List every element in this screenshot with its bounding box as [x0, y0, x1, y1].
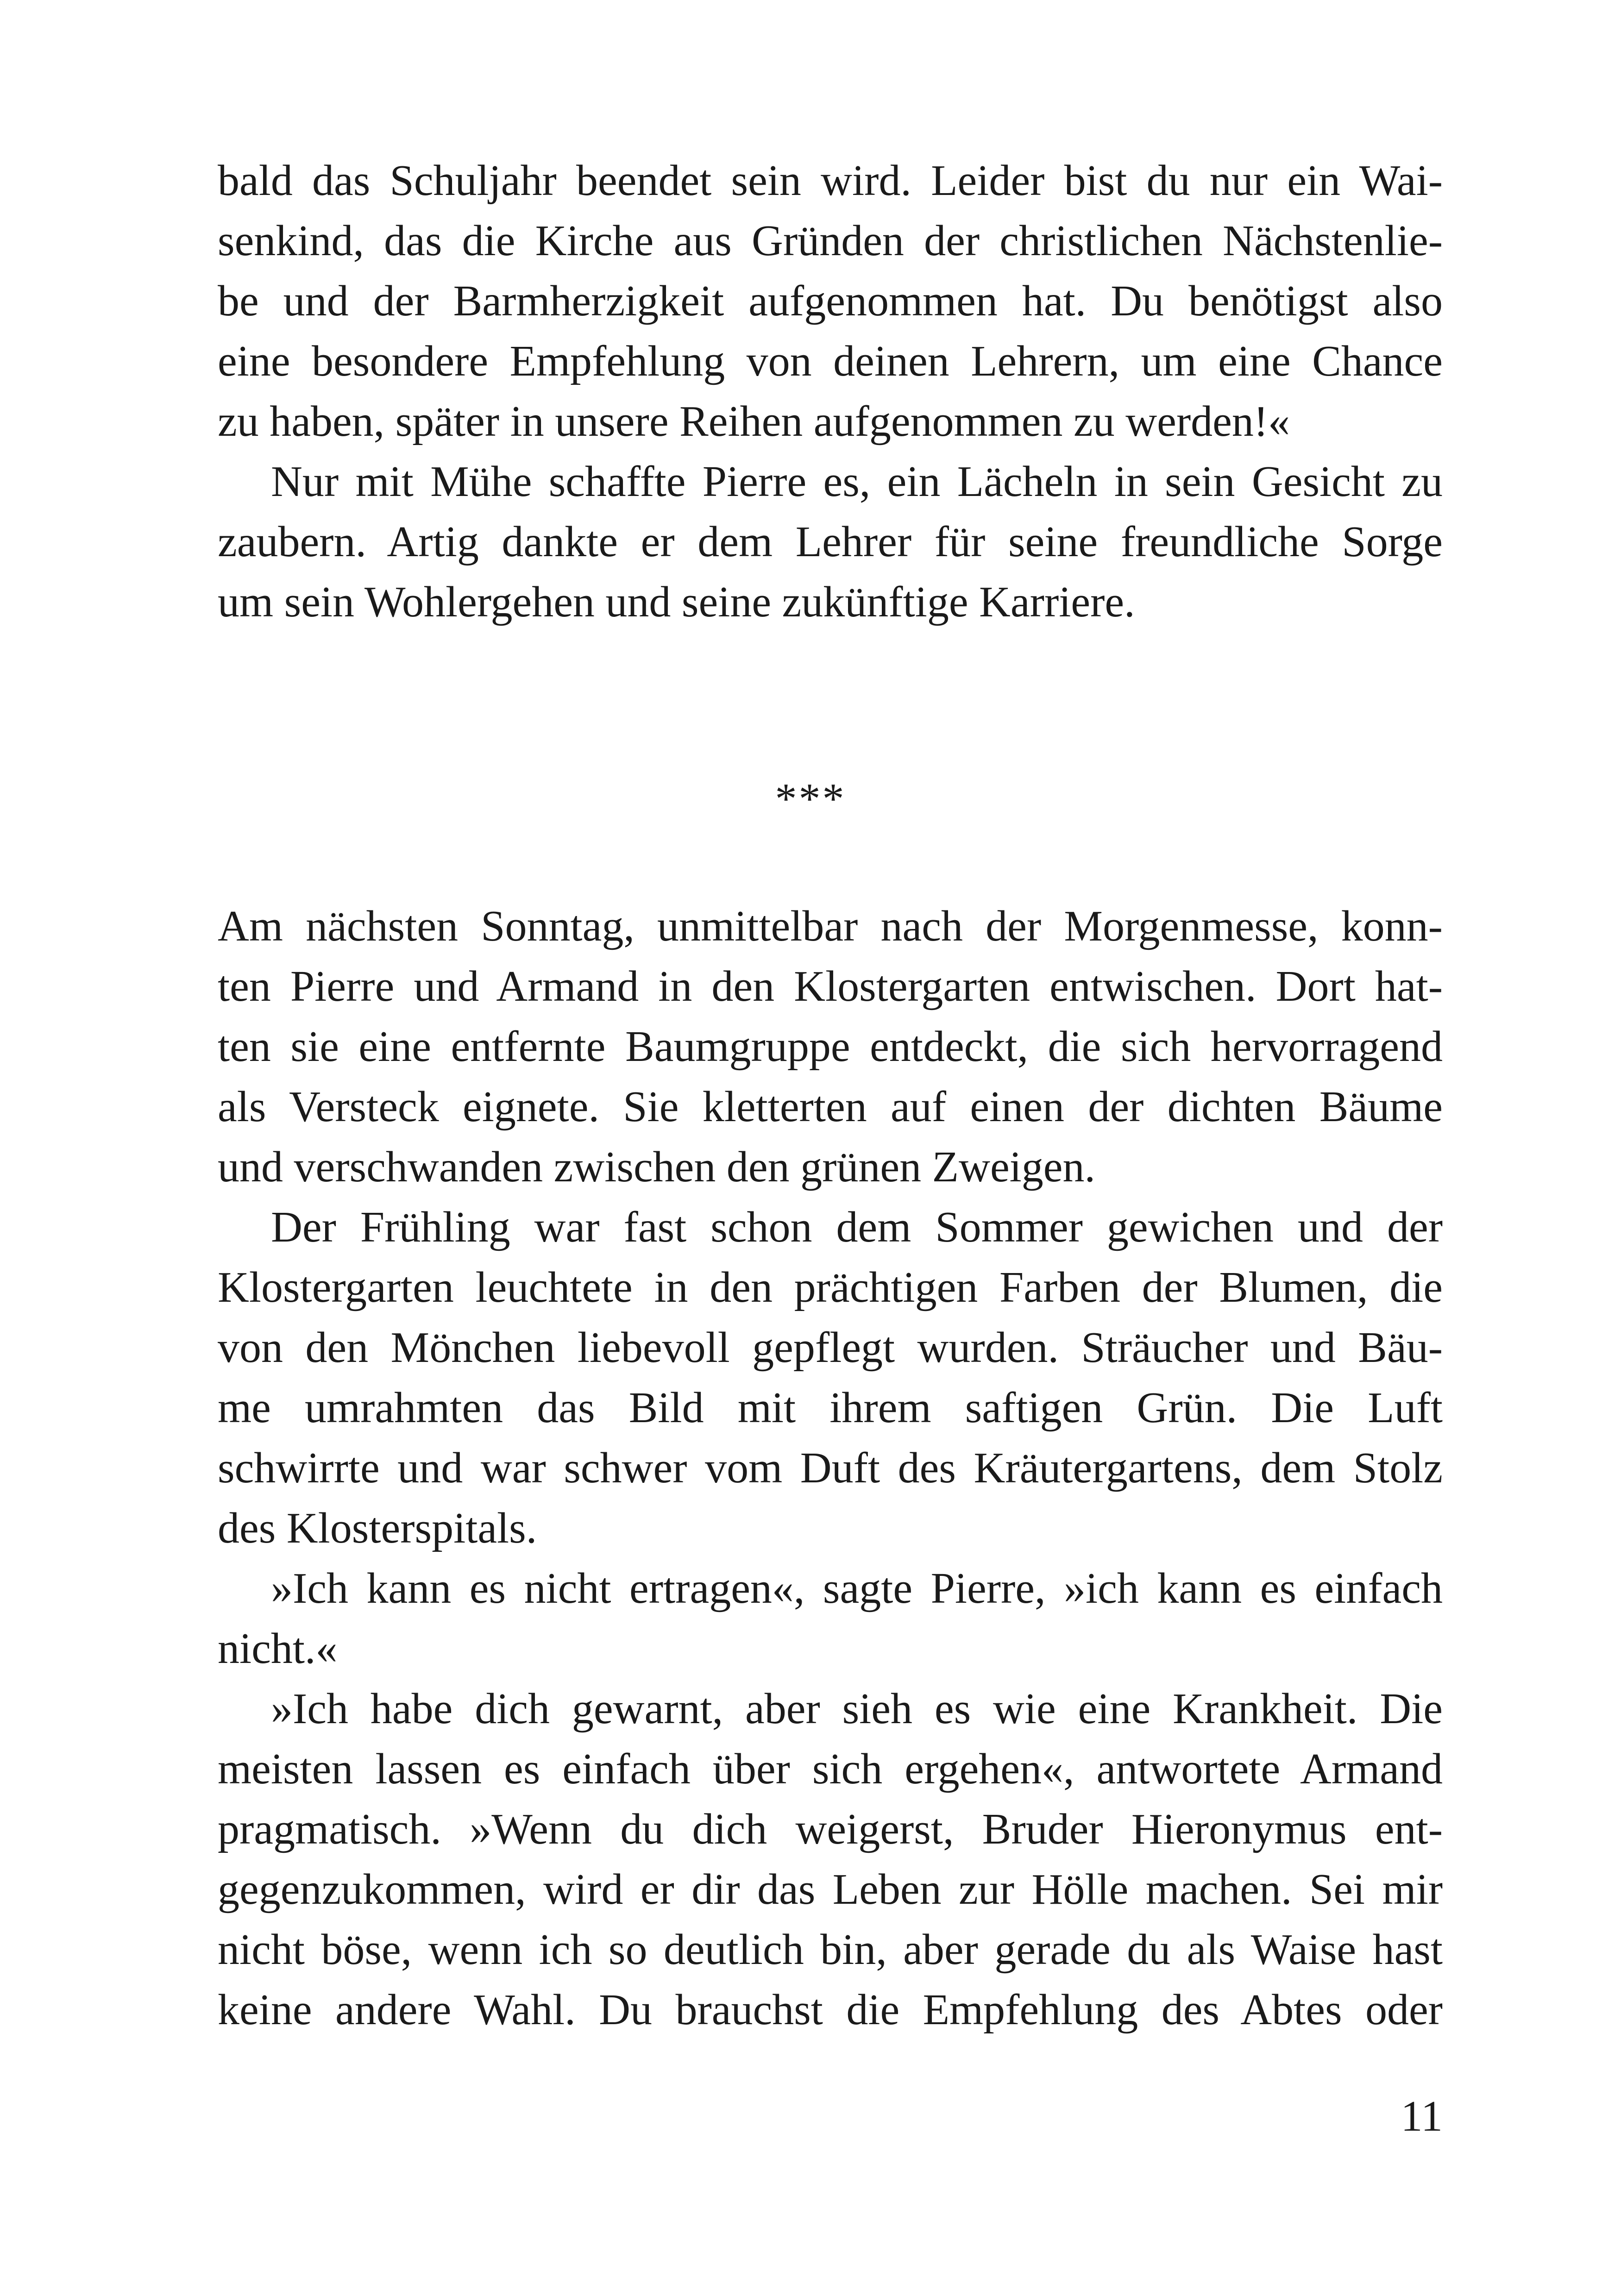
text-line: Klostergarten leuchtete in den prächtigen Farben der Blumen, die [218, 1263, 1443, 1311]
text-line: von den Mönchen liebevoll gepflegt wurden. Sträucher und Bäu- [218, 1324, 1443, 1372]
text-line: ten Pierre und Armand in den Klostergarten entwischen. Dort hat- [218, 962, 1443, 1010]
text-line: be und der Barmherzigkeit aufgenommen hat. Du benötigst also [218, 277, 1443, 325]
section-separator: *** [775, 775, 846, 823]
text-line: zaubern. Artig dankte er dem Lehrer für seine freundliche Sorge [218, 518, 1443, 566]
text-line: »Ich habe dich gewarnt, aber sieh es wie eine Krankheit. Die [271, 1685, 1443, 1733]
text-line: meisten lassen es einfach über sich ergehen«, antwortete Armand [218, 1745, 1443, 1793]
text-line: »Ich kann es nicht ertragen«, sagte Pierre, »ich kann es einfach [271, 1564, 1443, 1612]
text-line: Am nächsten Sonntag, unmittelbar nach der Morgenmesse, konn- [218, 902, 1443, 950]
text-line: Nur mit Mühe schaffte Pierre es, ein Lächeln in sein Gesicht zu [271, 458, 1443, 506]
text-line: zu haben, später in unsere Reihen aufgenommen zu werden!« [218, 397, 1290, 445]
text-line: als Versteck eignete. Sie kletterten auf einen der dichten Bäume [218, 1083, 1443, 1131]
text-line: schwirrte und war schwer vom Duft des Kräutergartens, dem Stolz [218, 1444, 1443, 1492]
page-number: 11 [1401, 2092, 1443, 2140]
text-line: bald das Schuljahr beendet sein wird. Leider bist du nur ein Wai- [218, 157, 1443, 205]
text-line: me umrahmten das Bild mit ihrem saftigen Grün. Die Luft [218, 1384, 1443, 1432]
text-line: ten sie eine entfernte Baumgruppe entdeckt, die sich hervorragend [218, 1023, 1443, 1071]
text-line: pragmatisch. »Wenn du dich weigerst, Bruder Hieronymus ent- [218, 1805, 1443, 1853]
text-line: Der Frühling war fast schon dem Sommer gewichen und der [271, 1203, 1443, 1251]
text-line: nicht böse, wenn ich so deutlich bin, aber gerade du als Waise hast [218, 1926, 1443, 1974]
text-line: eine besondere Empfehlung von deinen Lehrern, um eine Chance [218, 337, 1443, 385]
text-line: keine andere Wahl. Du brauchst die Empfehlung des Abtes oder [218, 1986, 1443, 2034]
text-line: senkind, das die Kirche aus Gründen der christlichen Nächstenlie- [218, 217, 1443, 265]
text-line: um sein Wohlergehen und seine zukünftige Karriere. [218, 578, 1135, 626]
text-line: und verschwanden zwischen den grünen Zweigen. [218, 1143, 1096, 1191]
text-line: gegenzukommen, wird er dir das Leben zur Hölle machen. Sei mir [218, 1865, 1443, 1913]
text-line: des Klosterspitals. [218, 1504, 537, 1552]
text-line: nicht.« [218, 1625, 338, 1673]
